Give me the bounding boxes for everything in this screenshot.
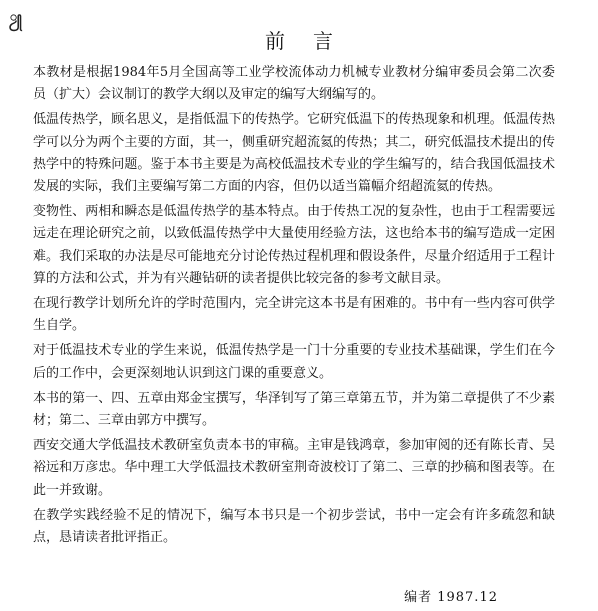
page-title: 前言 <box>265 29 361 54</box>
paragraph-7: 西安交通大学低温技术教研室负责本书的审稿。主审是钱鸿章，参加审阅的还有陈长青、吴裕远和万彦忠。华中理工大学低温技术教研室荆奇波校订了第二、三章的抄稿和图表等。在此一并致谢。 <box>33 438 555 498</box>
paragraph-5: 对于低温技术专业的学生来说，低温传热学是一门十分重要的专业技术基础课，学生们在今后的工作中，会更深刻地认识到这门课的重要意义。 <box>33 343 555 381</box>
paragraph-2: 低温传热学，顾名思义，是指低温下的传热学。它研究低温下的传热现象和机理。低温传热学可以分为两个主要的方面，其一，侧重研究超流氦的传热；其二，研究低温技术提出的传热学中的特殊问题。鉴于本书主要是为高校低温技术专业的学生编写的，结合我国低温技术发展的实际，我们主要编写第二方面的内容，但仍以适当篇幅介绍超流氦的传热。 <box>33 112 555 195</box>
paragraph-4: 在现行教学计划所允许的学时范围内，完全讲完这本书是有困难的。书中有一些内容可供学生自学。 <box>33 296 555 334</box>
paragraph-1: 本教材是根据1984年5月全国高等工业学校流体动力机械专业教材分编审委员会第二次委员（扩大）会议制订的教学大纲以及审定的编写大纲编写的。 <box>33 65 555 103</box>
paragraph-8: 在教学实践经验不足的情况下，编写本书只是一个初步尝试，书中一定会有许多疏忽和缺点，恳请读者批评指正。 <box>33 507 555 546</box>
paragraph-3: 变物性、两相和瞬态是低温传热学的基本特点。由于传热工况的复杂性，也由于工程需要远远走在理论研究之前，以致低温传热学中大量使用经验方法，这也给本书的编写造成一定困难。我们采取的办法是尽可能地充分讨论传热过程机理和假设条件，尽量介绍适用于工程计算的方法和公式，并为有兴趣钻研的读者提供比较完备的参考文献目录。 <box>33 204 555 286</box>
preface-body <box>33 62 555 552</box>
paragraph-6: 本书的第一、四、五章由郑金宝撰写，华泽钊写了第三章第五节，并为第二章提供了不少素材；第二、三章由郭方中撰写。 <box>33 390 555 429</box>
corner-mark: ꦾ <box>10 10 21 24</box>
signature-line: 编者 1987.12 <box>404 590 498 605</box>
